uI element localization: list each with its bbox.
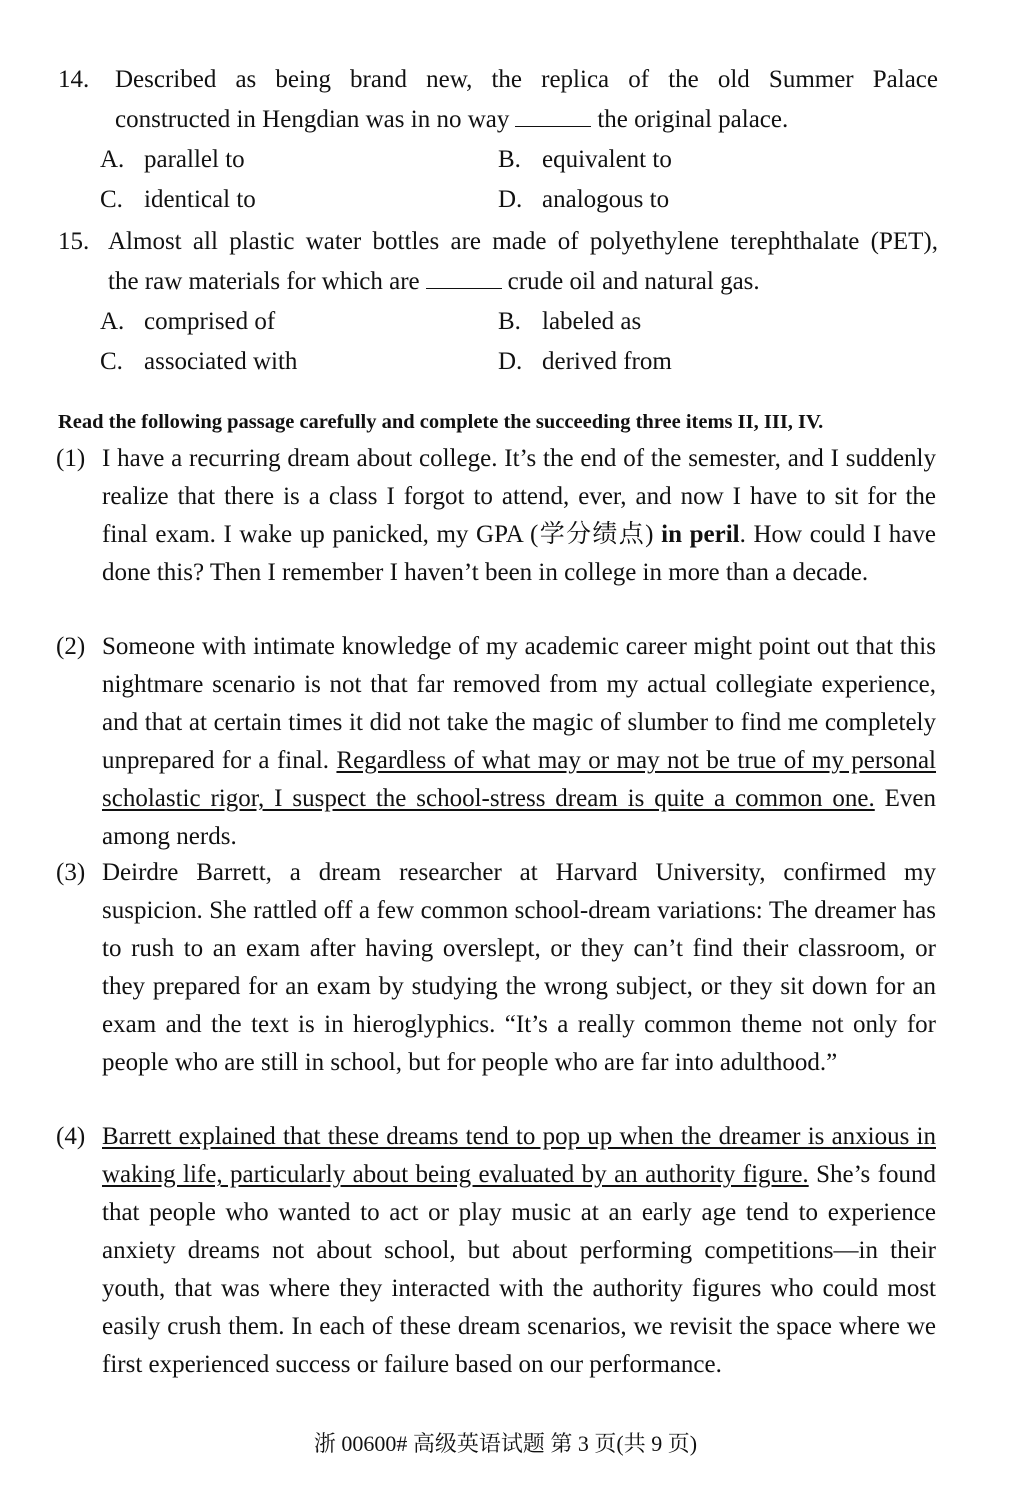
paragraph-text: I have a recurring dream about college. It’s the end of the semester, and I suddenly realize that there is a class I forgot to attend, ever, and now I have to sit for the final exam. I wake up panicked, my GPA (学分绩点) in peril. How could I have done this? Then I remember I haven’t been in college in more than a decade. <box>102 445 936 586</box>
option-a: A. parallel to <box>100 146 245 173</box>
answer-blank <box>515 104 591 127</box>
option-a: A. comprised of <box>100 308 276 335</box>
option-c: C. identical to <box>100 186 256 213</box>
option-d: D. derived from <box>498 348 672 375</box>
options-row <box>58 180 938 220</box>
option-b: B. labeled as <box>498 308 642 335</box>
page-footer: 浙 00600# 高级英语试题 第 3 页(共 9 页) <box>313 1431 698 1456</box>
paragraph-number: (4) <box>56 1123 86 1150</box>
paragraph-number: (1) <box>56 445 86 472</box>
paragraph-3 <box>56 854 936 1082</box>
question-stem-line2: the raw materials for which are crude oil and natural gas. <box>108 268 760 295</box>
question-number: 14. <box>58 66 90 93</box>
question-stem-line1: Described as being brand new, the replica of the old Summer Palace <box>115 66 938 93</box>
option-c: C. associated with <box>100 348 298 375</box>
paragraph-1 <box>56 440 936 592</box>
question-stem-line1: Almost all plastic water bottles are made of polyethylene terephthalate (PET), <box>108 228 938 255</box>
paragraph-2 <box>56 628 936 856</box>
paragraph-number: (3) <box>56 859 86 886</box>
passage-instruction: Read the following passage carefully and complete the succeeding three items II, III, IV. <box>58 411 824 433</box>
underlined-sentence: Barrett explained that these dreams tend to pop up when the dreamer is anxious in waking life, particularly about being evaluated by an authority figure. <box>102 1123 936 1188</box>
paragraph-text: Someone with intimate knowledge of my academic career might point out that this nightmare scenario is not that far removed from my actual collegiate experience, and that at certain times it did not take the magic of slumber to find me completely unprepared for a final. Regardless of what may or may not be true of my personal scholastic rigor, I suspect the school-stress dream is quite a common one. Even among nerds. <box>102 633 937 850</box>
options-row <box>58 302 938 342</box>
paragraph-text: Barrett explained that these dreams tend to pop up when the dreamer is anxious in waking life, particularly about being evaluated by an authority figure. She’s found that people who wanted to act or play music at an early age tend to experience anxiety dreams not about school, but about performing competitions—in their youth, that was where they interacted with the authority figures who could most easily crush them. In each of these dream scenarios, we revisit the space where we first experienced success or failure based on our performance. <box>102 1123 936 1378</box>
question-stem-line2: constructed in Hengdian was in no way the original palace. <box>115 106 789 133</box>
option-d: D. analogous to <box>498 186 670 213</box>
answer-blank <box>426 266 502 289</box>
option-b: B. equivalent to <box>498 146 672 173</box>
paragraph-text: Deirdre Barrett, a dream researcher at Harvard University, confirmed my suspicion. She rattled off a few common school-dream variations: The dreamer has to rush to an exam after having overslept, or they can’t find their classroom, or they prepared for an exam by studying the wrong subject, or they sit down for an exam and the text is in hieroglyphics. “It’s a really common theme not only for people who are still in school, but for people who are far into adulthood.” <box>102 859 936 1076</box>
underlined-sentence: Regardless of what may or may not be true of my personal scholastic rigor, I suspect the school-stress dream is quite a common one. <box>102 747 937 812</box>
options-row <box>58 140 938 180</box>
question-15 <box>58 222 938 382</box>
bold-phrase: in peril <box>661 521 740 548</box>
question-14 <box>58 60 938 220</box>
paragraph-4 <box>56 1118 936 1384</box>
paragraph-number: (2) <box>56 633 86 660</box>
question-number: 15. <box>58 228 90 255</box>
options-row <box>58 342 938 382</box>
